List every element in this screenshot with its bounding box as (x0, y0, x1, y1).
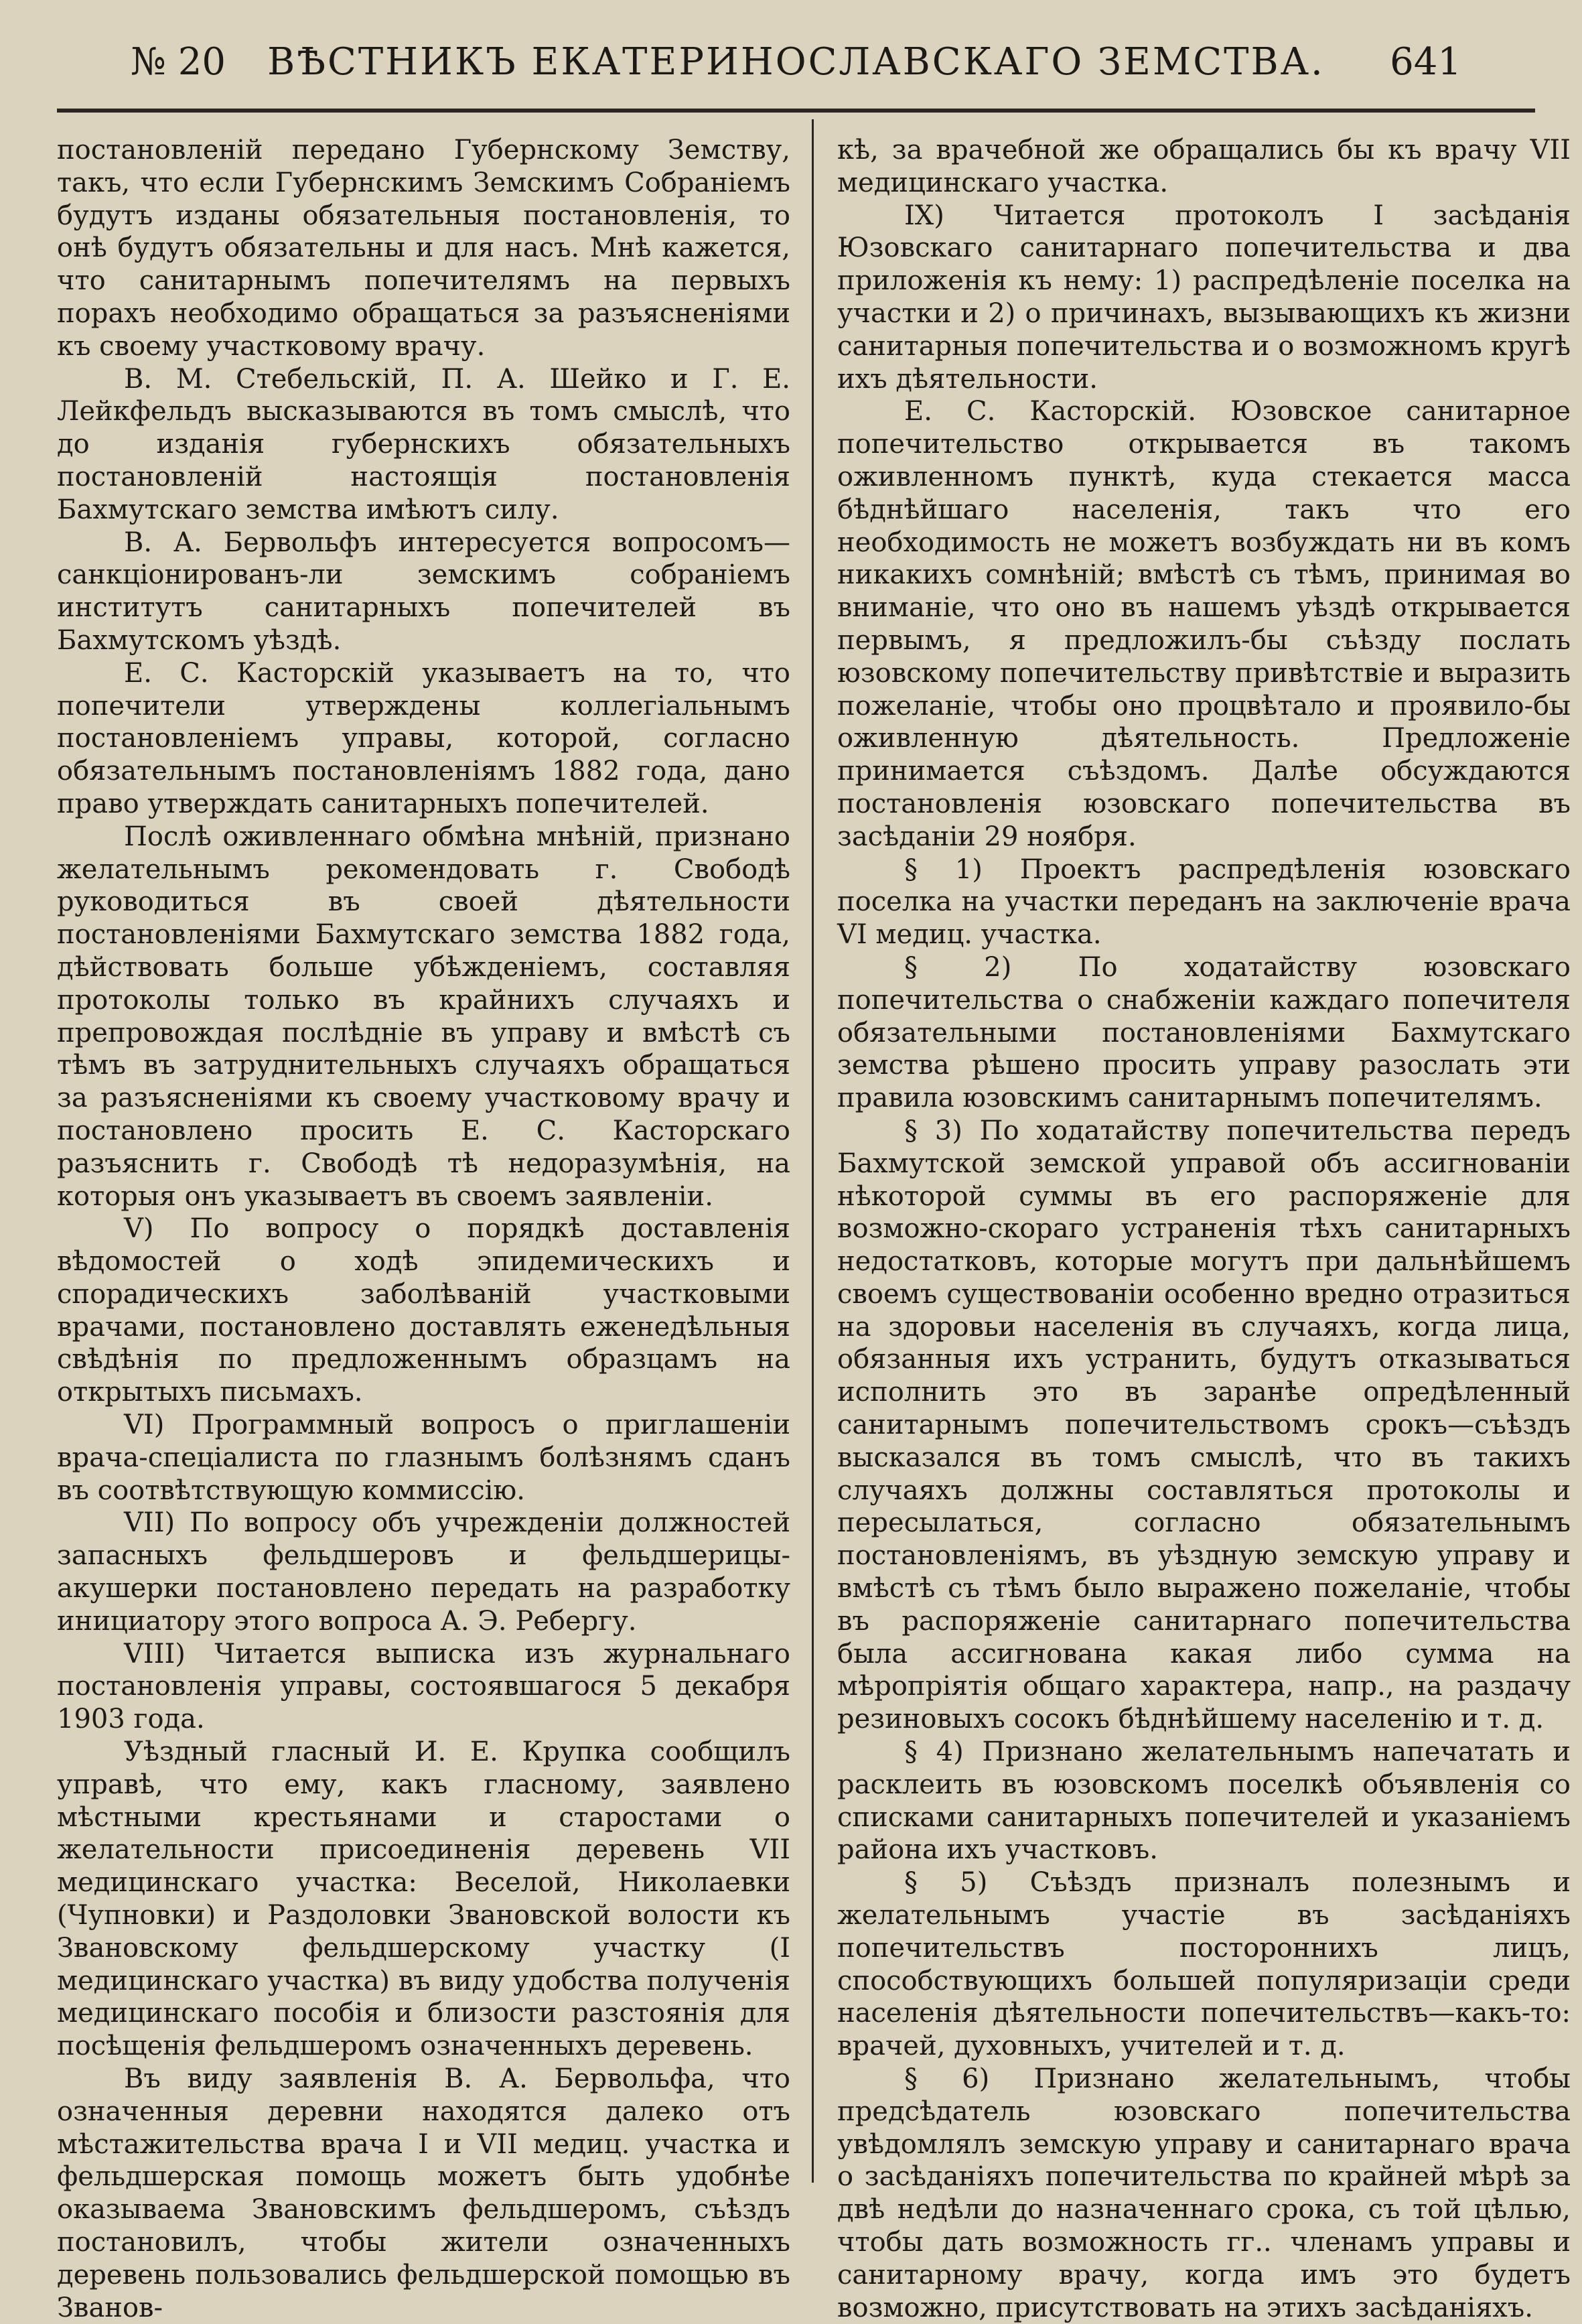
paragraph: Уѣздный гласный И. Е. Крупка сообщилъ управѣ, что ему, какъ гласному, заявлено мѣстными крестьянами и старостами о желательности присоединенiя деревень VII медицинскаго участка: Веселой, Николаевки (Чупновки) и Раздоловки Звановской волости къ Звановскому фельдшерскому участку (I медицинскаго участка) въ виду удобства полученiя медицинскаго пособiя и близости разстоянiя для посѣщенiя фельдшеромъ означенныхъ деревень. (57, 1736, 790, 2062)
paragraph: Е. С. Касторскiй. Юзовское санитарное попечительство открывается въ такомъ оживленномъ пунктѣ, куда стекается масса бѣднѣйшаго населенiя, такъ что его необходимость не можетъ возбуждать ни въ комъ никакихъ сомнѣнiй; вмѣстѣ съ тѣмъ, принимая во вниманiе, что оно въ нашемъ уѣздѣ открывается первымъ, я предложилъ-бы съѣзду послать юзовскому попечительству привѣтствiе и выразить пожеланiе, чтобы оно процвѣтало и проявило-бы оживленную дѣятельность. Предложенiе принимается съѣздомъ. Далѣе обсуждаются постановленiя юзовскаго попечительства въ засѣданiи 29 ноября. (837, 396, 1571, 852)
page-header (57, 27, 1535, 100)
paragraph: В. М. Стебельскiй, П. А. Шейко и Г. Е. Лейкфельдъ высказываются въ томъ смыслѣ, что до изданiя губернскихъ обязательныхъ постановленiй настоящiя постановленiя Бахмутскаго земства имѣютъ силу. (57, 363, 790, 525)
paragraph: § 6) Признано желательнымъ, чтобы предсѣдатель юзовскаго попечительства увѣдомлялъ земскую управу и санитарнаго врача о засѣданiяхъ попечительства по крайней мѣрѣ за двѣ недѣли до назначеннаго срока, съ той цѣлью, чтобы дать возможность гг.. членамъ управы и санитарному врачу, когда имъ это будетъ возможно, присутствовать на этихъ засѣданiяхъ. (837, 2063, 1571, 2323)
paragraph: VII) По вопросу объ учрежденiи должностей запасныхъ фельдшеровъ и фельдшерицы-акушерки постановлено передать на разработку инициатору этого вопроса А. Э. Ребергу. (57, 1507, 790, 1637)
paragraph: V) По вопросу о порядкѣ доставленiя вѣдомостей о ходѣ эпидемическихъ и спорадическихъ заболѣванiй участковыми врачами, постановлено доставлять еженедѣльныя свѣдѣнiя по предложеннымъ образцамъ на открытыхъ письмахъ. (57, 1213, 790, 1408)
paragraph: § 4) Признано желательнымъ напечатать и расклеить въ юзовскомъ поселкѣ объявленiя со списками санитарныхъ попечителей и указанiемъ района ихъ участковъ. (837, 1736, 1571, 1866)
journal-title: ВѢСТНИКЪ ЕКАТЕРИНОСЛАВСКАГО ЗЕМСТВА. (267, 40, 1325, 84)
paragraph: § 5) Съѣздъ призналъ полезнымъ и желательнымъ участiе въ засѣданiяхъ попечительствъ постороннихъ лицъ, способствующихъ большей популяризацiи среди населенiя дѣятельности попечительствъ—какъ-то: врачей, духовныхъ, учителей и т. д. (837, 1867, 1571, 2062)
paragraph: Въ виду заявленiя В. А. Бервольфа, что означенныя деревни находятся далеко отъ мѣстажительства врача I и VII медиц. участка и фельдшерская помощь можетъ быть удобнѣе оказываема Звановскимъ фельдшеромъ, съѣздъ постановилъ, чтобы жители означенныхъ деревень пользовались фельдшерской помощью въ Званов- (57, 2063, 790, 2323)
column-divider (812, 119, 814, 2183)
paragraph: Послѣ оживленнаго обмѣна мнѣнiй, признано желательнымъ рекомендовать г. Свободѣ руководиться въ своей дѣятельности постановленiями Бахмутскаго земства 1882 года, дѣйствовать больше убѣжденiемъ, составляя протоколы только въ крайнихъ случаяхъ и препровождая послѣднiе въ управу и вмѣстѣ съ тѣмъ въ затруднительныхъ случаяхъ обращаться за разъясненiями къ своему участковому врачу и постановлено просить Е. С. Касторскаго разъяснить г. Свободѣ тѣ недоразумѣнiя, на которыя онъ указываетъ въ своемъ заявленiи. (57, 821, 790, 1212)
paragraph: IX) Читается протоколъ I засѣданiя Юзовскаго санитарнаго попечительства и два приложенiя къ нему: 1) распредѣленiе поселка на участки и 2) о причинахъ, вызывающихъ къ жизни санитарныя попечительства и о возможномъ кругѣ ихъ дѣятельности. (837, 200, 1571, 395)
paragraph: § 3) По ходатайству попечительства передъ Бахмутской земской управой объ ассигнованiи нѣкоторой суммы въ его распоряженiе для возможно-скораго устраненiя тѣхъ санитарныхъ недостатковъ, которые могутъ при дальнѣйшемъ своемъ существованiи особенно вредно отразиться на здоровьи населенiя въ случаяхъ, когда лица, обязанныя ихъ устранить, будутъ отказываться исполнить это въ заранѣе опредѣленный санитарнымъ попечительствомъ срокъ—съѣздъ высказался въ томъ смыслѣ, что въ такихъ случаяхъ должны составляться протоколы и пересылаться, согласно обязательнымъ постановленiямъ, въ уѣздную земскую управу и вмѣстѣ съ тѣмъ было выражено пожеланiе, чтобы въ распоряженiе санитарнаго попечительства была ассигнована какая либо сумма на мѣропрiятiя общаго характера, напр., на раздачу резиновыхъ сосокъ бѣднѣйшему населенiю и т. д. (837, 1115, 1571, 1735)
paragraph: VI) Программный вопросъ о приглашенiи врача-спецiалиста по глазнымъ болѣзнямъ сданъ въ соотвѣтствующую коммиссiю. (57, 1410, 790, 1506)
right-column (837, 134, 1571, 2323)
header-rule (57, 109, 1535, 113)
issue-number: № 20 (131, 40, 226, 84)
paragraph: § 1) Проектъ распредѣленiя юзовскаго поселка на участки переданъ на заключенiе врача VI медиц. участка. (837, 853, 1571, 951)
paragraph: кѣ, за врачебной же обращались бы къ врачу VII медицинскаго участка. (837, 135, 1571, 198)
paragraph: постановленiй передано Губернскому Земству, такъ, что если Губернскимъ Земскимъ Собранiемъ будутъ изданы обязательныя постановленiя, то онѣ будутъ обязательны и для насъ. Мнѣ кажется, что санитарнымъ попечителямъ на первыхъ порахъ необходимо обращаться за разъясненiями къ своему участковому врачу. (57, 135, 790, 362)
paragraph: § 2) По ходатайству юзовскаго попечительства о снабженiи каждаго попечителя обязательными постановленiями Бахмутскаго земства рѣшено просить управу разослать эти правила юзовскимъ санитарнымъ попечителямъ. (837, 951, 1571, 1114)
left-column (57, 134, 790, 2323)
paragraph: VIII) Читается выписка изъ журнальнаго постановленiя управы, состоявшагося 5 декабря 1903 года. (57, 1638, 790, 1735)
page-number: 641 (1390, 40, 1461, 84)
paragraph: Е. С. Касторскiй указываетъ на то, что попечители утверждены коллегiальнымъ постановленiемъ управы, которой, согласно обязательнымъ постановленiямъ 1882 года, дано право утверждать санитарныхъ попечителей. (57, 657, 790, 819)
paragraph: В. А. Бервольфъ интересуется вопросомъ— санкцiонированъ-ли земскимъ собранiемъ институтъ санитарныхъ попечителей въ Бахмутскомъ уѣздѣ. (57, 527, 790, 656)
